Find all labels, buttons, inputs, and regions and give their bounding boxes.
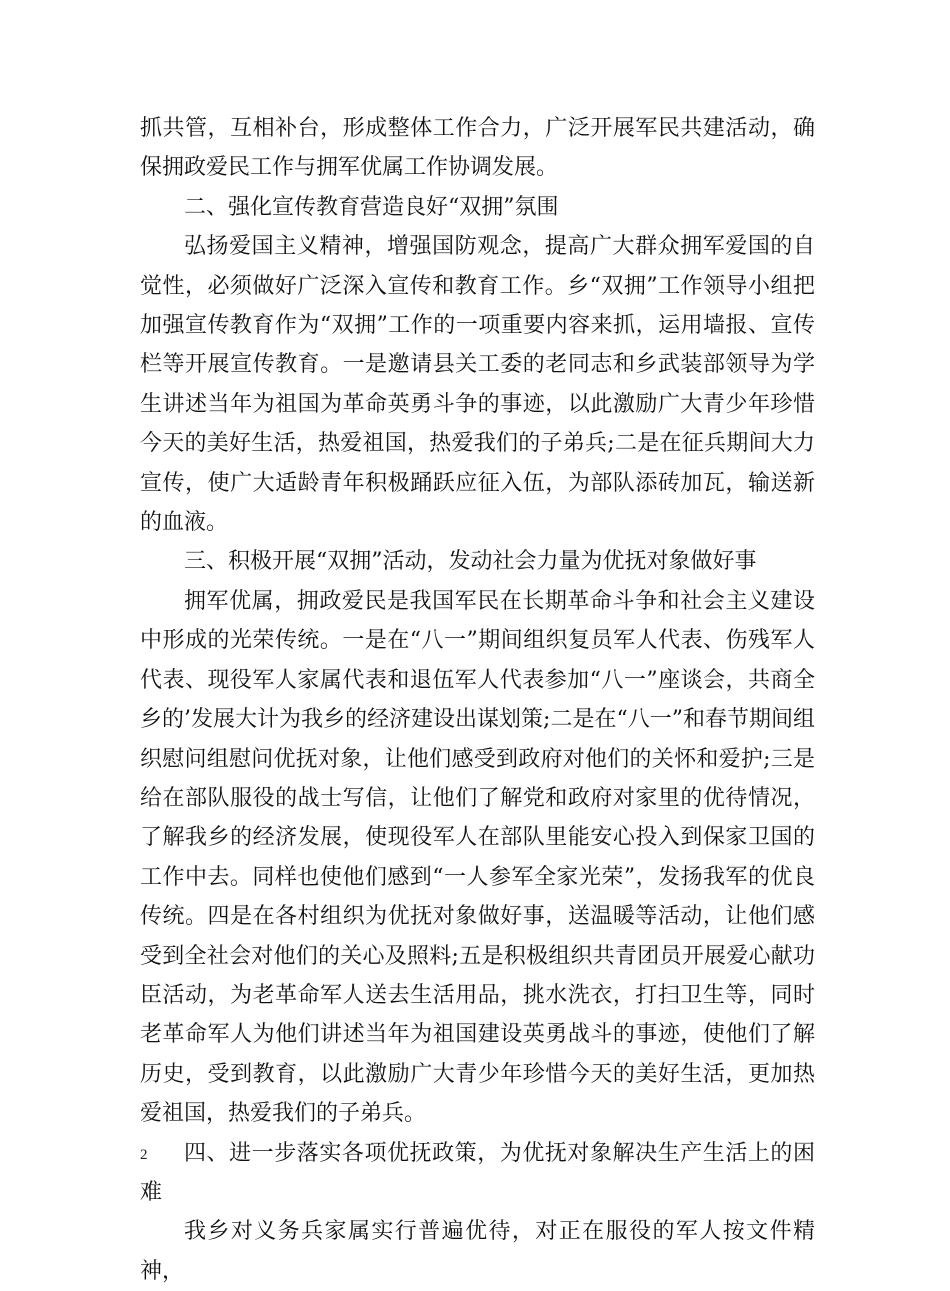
document-body xyxy=(140,109,815,1291)
paragraph-policies: 我乡对义务兵家属实行普遍优待，对正在服役的军人按文件精神， xyxy=(140,1219,815,1284)
section-heading-3: 三、积极开展“双拥”活动，发动社会力量为优抚对象做好事 xyxy=(184,549,757,575)
section-heading-2: 二、强化宣传教育营造良好“双拥”氛围 xyxy=(184,194,559,220)
page-number: 2 xyxy=(140,1147,148,1163)
section-heading-4: 四、进一步落实各项优抚政策，为优抚对象解决生产生活上的困难 xyxy=(140,1140,815,1205)
paragraph-continuation: 抓共管，互相补台，形成整体工作合力，广泛开展军民共建活动，确保拥政爱民工作与拥军优属工作协调发展。 xyxy=(140,116,815,181)
paragraph-publicity: 弘扬爱国主义精神，增强国防观念，提高广大群众拥军爱国的自觉性，必须做好广泛深入宣传和教育工作。乡“双拥”工作领导小组把加强宣传教育作为“双拥”工作的一项重要内容来抓，运用墙报、宣传栏等开展宣传教育。一是邀请县关工委的老同志和乡武装部领导为学生讲述当年为祖国为革命英勇斗争的事迹，以此激励广大青少年珍惜今天的美好生活，热爱祖国，热爱我们的子弟兵;二是在征兵期间大力宣传，使广大适龄青年积极踊跃应征入伍，为部队添砖加瓦，输送新的血液。 xyxy=(140,234,815,536)
paragraph-activities: 拥军优属，拥政爱民是我国军民在长期革命斗争和社会主义建设中形成的光荣传统。一是在“八一”期间组织复员军人代表、伤残军人代表、现役军人家属代表和退伍军人代表参加“八一”座谈会，共商全乡的’发展大计为我乡的经济建设出谋划策;二是在“八一”和春节期间组织慰问组慰问优抚对象，让他们感受到政府对他们的关怀和爱护;三是给在部队服役的战士写信，让他们了解党和政府对家里的优待情况，了解我乡的经济发展，使现役军人在部队里能安心投入到保家卫国的工作中去。同样也使他们感到“一人参军全家光荣”，发扬我军的优良传统。四是在各村组织为优抚对象做好事，送温暖等活动，让他们感受到全社会对他们的关心及照料;五是积极组织共青团员开展爱心献功臣活动，为老革命军人送去生活用品，挑水洗衣，打扫卫生等，同时老革命军人为他们讲述当年为祖国建设英勇战斗的事迹，使他们了解历史，受到教育，以此激励广大青少年珍惜今天的美好生活，更加热爱祖国，热爱我们的子弟兵。 xyxy=(140,588,815,1127)
